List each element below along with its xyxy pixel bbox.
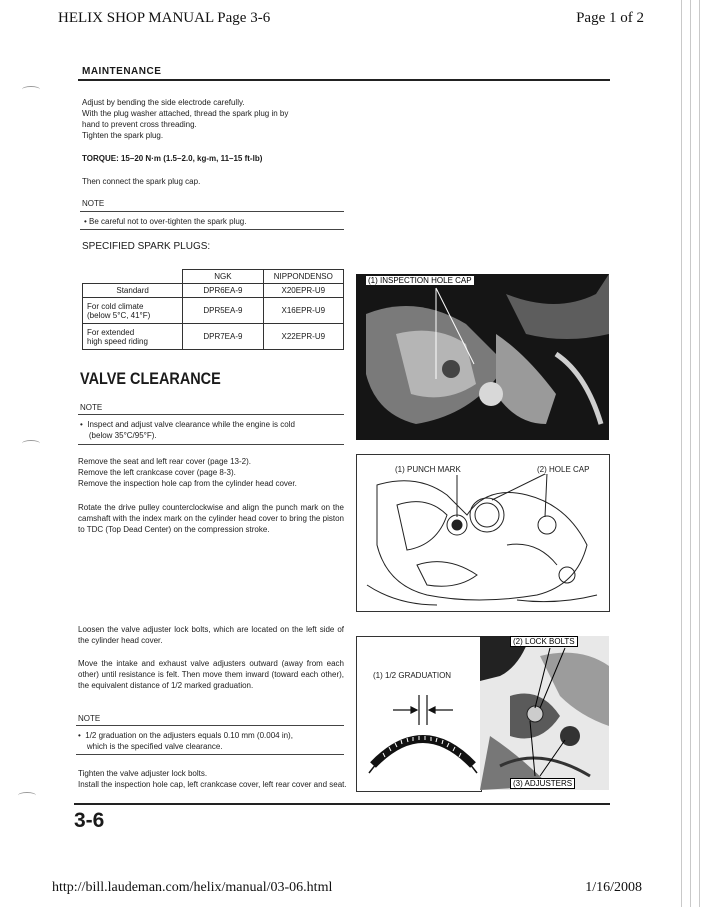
table-cell-nippondenso: X20EPR-U9 <box>263 284 343 298</box>
maintenance-line: Adjust by bending the side electrode carefully. <box>82 98 245 107</box>
maintenance-line: hand to prevent cross threading. <box>82 120 197 129</box>
remove-step: Remove the left crankcase cover (page 8-3). <box>78 468 236 477</box>
section-rule <box>78 79 610 81</box>
figure-label-graduation: (1) 1/2 GRADUATION <box>373 671 452 680</box>
note-label: NOTE <box>82 199 105 208</box>
note-label: NOTE <box>80 403 103 412</box>
torque-spec: TORQUE: 15–20 N·m (1.5–2.0, kg-m, 11–15 ft-lb) <box>82 154 263 163</box>
adjusters-photo-art <box>480 636 609 790</box>
table-cell-nippondenso: X16EPR-U9 <box>263 298 343 324</box>
note-text: • 1/2 graduation on the adjusters equals 0.10 mm (0.004 in), which is the specified valve clearance. <box>78 731 293 751</box>
note-rule <box>80 229 344 230</box>
note-rule <box>76 725 344 726</box>
margin-mark <box>22 440 40 447</box>
note-rule <box>80 211 344 212</box>
table-cell-ngk: DPR5EA-9 <box>183 298 263 324</box>
print-footer-date: 1/16/2008 <box>585 880 642 895</box>
table-header-cell: NIPPONDENSO <box>263 270 343 284</box>
punch-mark-drawing <box>357 455 609 611</box>
note-rule <box>76 754 344 755</box>
engine-photo-adjusters <box>480 636 609 790</box>
table-cell-nippondenso: X22EPR-U9 <box>263 324 343 350</box>
footer-rule <box>74 803 610 805</box>
note-rule <box>78 444 344 445</box>
graduation-drawing <box>357 637 481 791</box>
table-header-cell <box>83 270 183 284</box>
spark-plug-table <box>82 269 344 350</box>
scan-edge-line <box>681 0 682 907</box>
print-page-indicator: Page 1 of 2 <box>576 10 644 26</box>
move-step: Move the intake and exhaust valve adjusters outward (away from each other) until resistance is felt. Then move them inward (toward each other), the equivalent distance of 1/2 marked graduation. <box>78 659 344 690</box>
note-text: • Inspect and adjust valve clearance while the engine is cold (below 35°C/95°F). <box>80 420 295 440</box>
rotate-step: Rotate the drive pulley counterclockwise and align the punch mark on the camshaft with the index mark on the cylinder head cover to bring the piston to TDC (Top Dead Center) on the compression stroke. <box>78 503 344 534</box>
scan-edge-line <box>699 0 700 907</box>
table-cell-condition: For extended high speed riding <box>83 324 183 350</box>
table-cell-ngk: DPR7EA-9 <box>183 324 263 350</box>
figure-label-hole-cap: (2) HOLE CAP <box>537 465 590 474</box>
scan-edge-line <box>690 0 691 907</box>
table-cell-ngk: DPR6EA-9 <box>183 284 263 298</box>
section-heading-valve-clearance: VALVE CLEARANCE <box>80 369 221 388</box>
engine-photo-art <box>356 274 609 440</box>
page-number: 3-6 <box>74 809 105 832</box>
note-rule <box>78 414 344 415</box>
tighten-step: Tighten the valve adjuster lock bolts. <box>78 769 208 778</box>
table-header-cell: NGK <box>183 270 263 284</box>
loosen-step: Loosen the valve adjuster lock bolts, which are located on the left side of the cylinder head cover. <box>78 625 344 645</box>
figure-label-punch-mark: (1) PUNCH MARK <box>395 465 461 474</box>
margin-mark <box>22 86 40 93</box>
remove-step: Remove the seat and left rear cover (page 13-2). <box>78 457 251 466</box>
maintenance-line: With the plug washer attached, thread the spark plug in by <box>82 109 289 118</box>
table-cell-condition: Standard <box>83 284 183 298</box>
maintenance-line: Tighten the spark plug. <box>82 131 164 140</box>
margin-mark <box>18 792 36 799</box>
remove-step: Remove the inspection hole cap from the cylinder head cover. <box>78 479 297 488</box>
figure-label-lock-bolts: (2) LOCK BOLTS <box>510 636 578 647</box>
connect-text: Then connect the spark plug cap. <box>82 177 201 186</box>
graduation-diagram <box>356 636 482 792</box>
section-heading-maintenance: MAINTENANCE <box>82 66 162 77</box>
print-header-title: HELIX SHOP MANUAL Page 3-6 <box>58 10 271 26</box>
engine-photo-inspection <box>356 274 609 440</box>
print-footer-url: http://bill.laudeman.com/helix/manual/03-06.html <box>52 880 333 895</box>
note-label: NOTE <box>78 714 101 723</box>
punch-mark-diagram <box>356 454 610 612</box>
figure-label-inspection-hole-cap: (1) INSPECTION HOLE CAP <box>368 276 472 285</box>
install-step: Install the inspection hole cap, left crankcase cover, left rear cover and seat. <box>78 780 347 789</box>
table-cell-condition: For cold climate (below 5°C, 41°F) <box>83 298 183 324</box>
figure-label-adjusters: (3) ADJUSTERS <box>510 778 575 789</box>
note-text: • Be careful not to over-tighten the spark plug. <box>84 217 247 226</box>
specified-plugs-heading: SPECIFIED SPARK PLUGS: <box>82 241 211 252</box>
